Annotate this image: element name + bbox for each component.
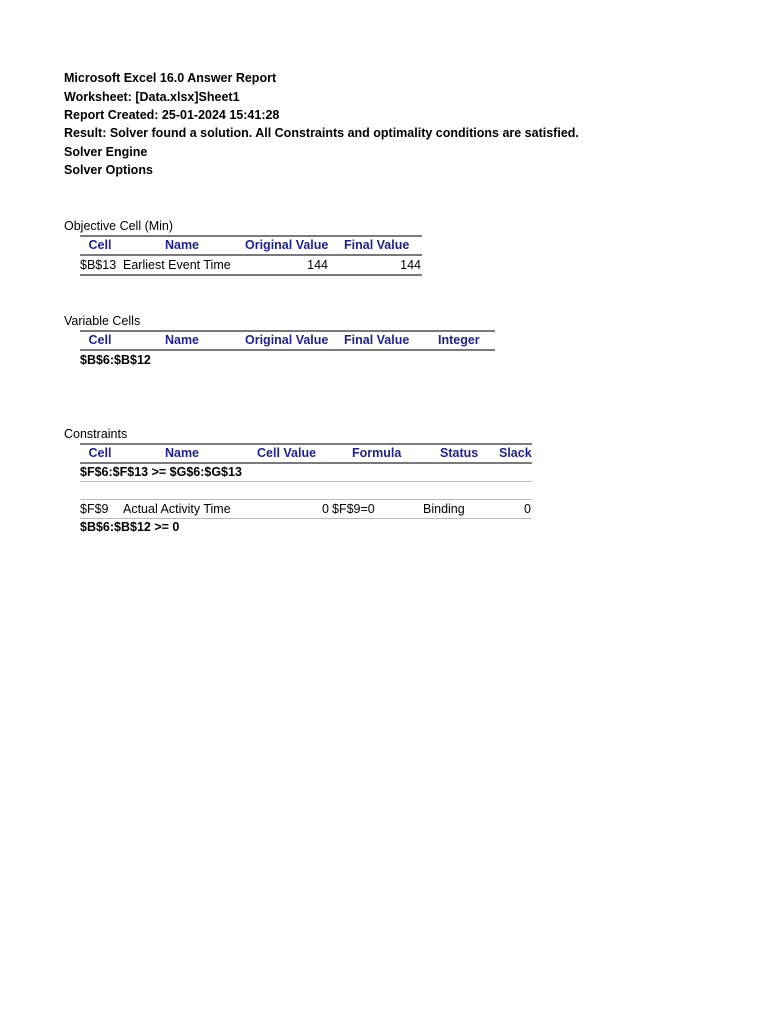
constraint-row-status: Binding	[423, 502, 465, 516]
objective-row-final: 144	[400, 258, 421, 272]
constraints-col-name: Name	[164, 446, 200, 460]
variables-col-name: Name	[164, 333, 200, 347]
variables-col-final: Final Value	[344, 333, 410, 347]
objective-bottom-border	[80, 274, 422, 276]
constraint-row-cell: $F$9	[80, 502, 109, 516]
objective-row-original: 144	[307, 258, 328, 272]
objective-row-name: Earliest Event Time	[123, 258, 231, 272]
solver-options-label: Solver Options	[64, 163, 153, 177]
variables-section-title: Variable Cells	[64, 314, 141, 328]
report-title: Microsoft Excel 16.0 Answer Report	[64, 71, 277, 85]
constraint-row-value: 0	[322, 502, 329, 516]
constraints-col-slack: Slack	[499, 446, 532, 460]
objective-col-original: Original Value	[245, 238, 329, 252]
variables-col-original: Original Value	[245, 333, 329, 347]
objective-section-title: Objective Cell (Min)	[64, 219, 174, 233]
objective-col-name: Name	[164, 238, 200, 252]
constraints-row-divider	[80, 481, 532, 482]
variables-col-integer: Integer	[438, 333, 480, 347]
constraint-row-slack: 0	[524, 502, 531, 516]
objective-col-final: Final Value	[344, 238, 410, 252]
variables-group-label: $B$6:$B$12	[80, 353, 151, 367]
solver-engine-label: Solver Engine	[64, 145, 148, 159]
variables-col-cell: Cell	[88, 333, 112, 347]
constraints-group2-label: $B$6:$B$12 >= 0	[80, 520, 180, 534]
constraints-group1-label: $F$6:$F$13 >= $G$6:$G$13	[80, 465, 242, 479]
constraints-col-cell-value: Cell Value	[257, 446, 317, 460]
worksheet-line: Worksheet: [Data.xlsx]Sheet1	[64, 90, 240, 104]
constraint-row-name: Actual Activity Time	[123, 502, 231, 516]
result-line: Result: Solver found a solution. All Constraints and optimality conditions are satisfied.	[64, 126, 579, 140]
constraints-section-title: Constraints	[64, 427, 128, 441]
constraints-col-cell: Cell	[88, 446, 112, 460]
objective-col-cell: Cell	[88, 238, 112, 252]
constraints-col-status: Status	[440, 446, 479, 460]
objective-row-cell: $B$13	[80, 258, 117, 272]
constraint-row-formula: $F$9=0	[332, 502, 375, 516]
report-created-line: Report Created: 25-01-2024 15:41:28	[64, 108, 280, 122]
constraints-col-formula: Formula	[352, 446, 402, 460]
